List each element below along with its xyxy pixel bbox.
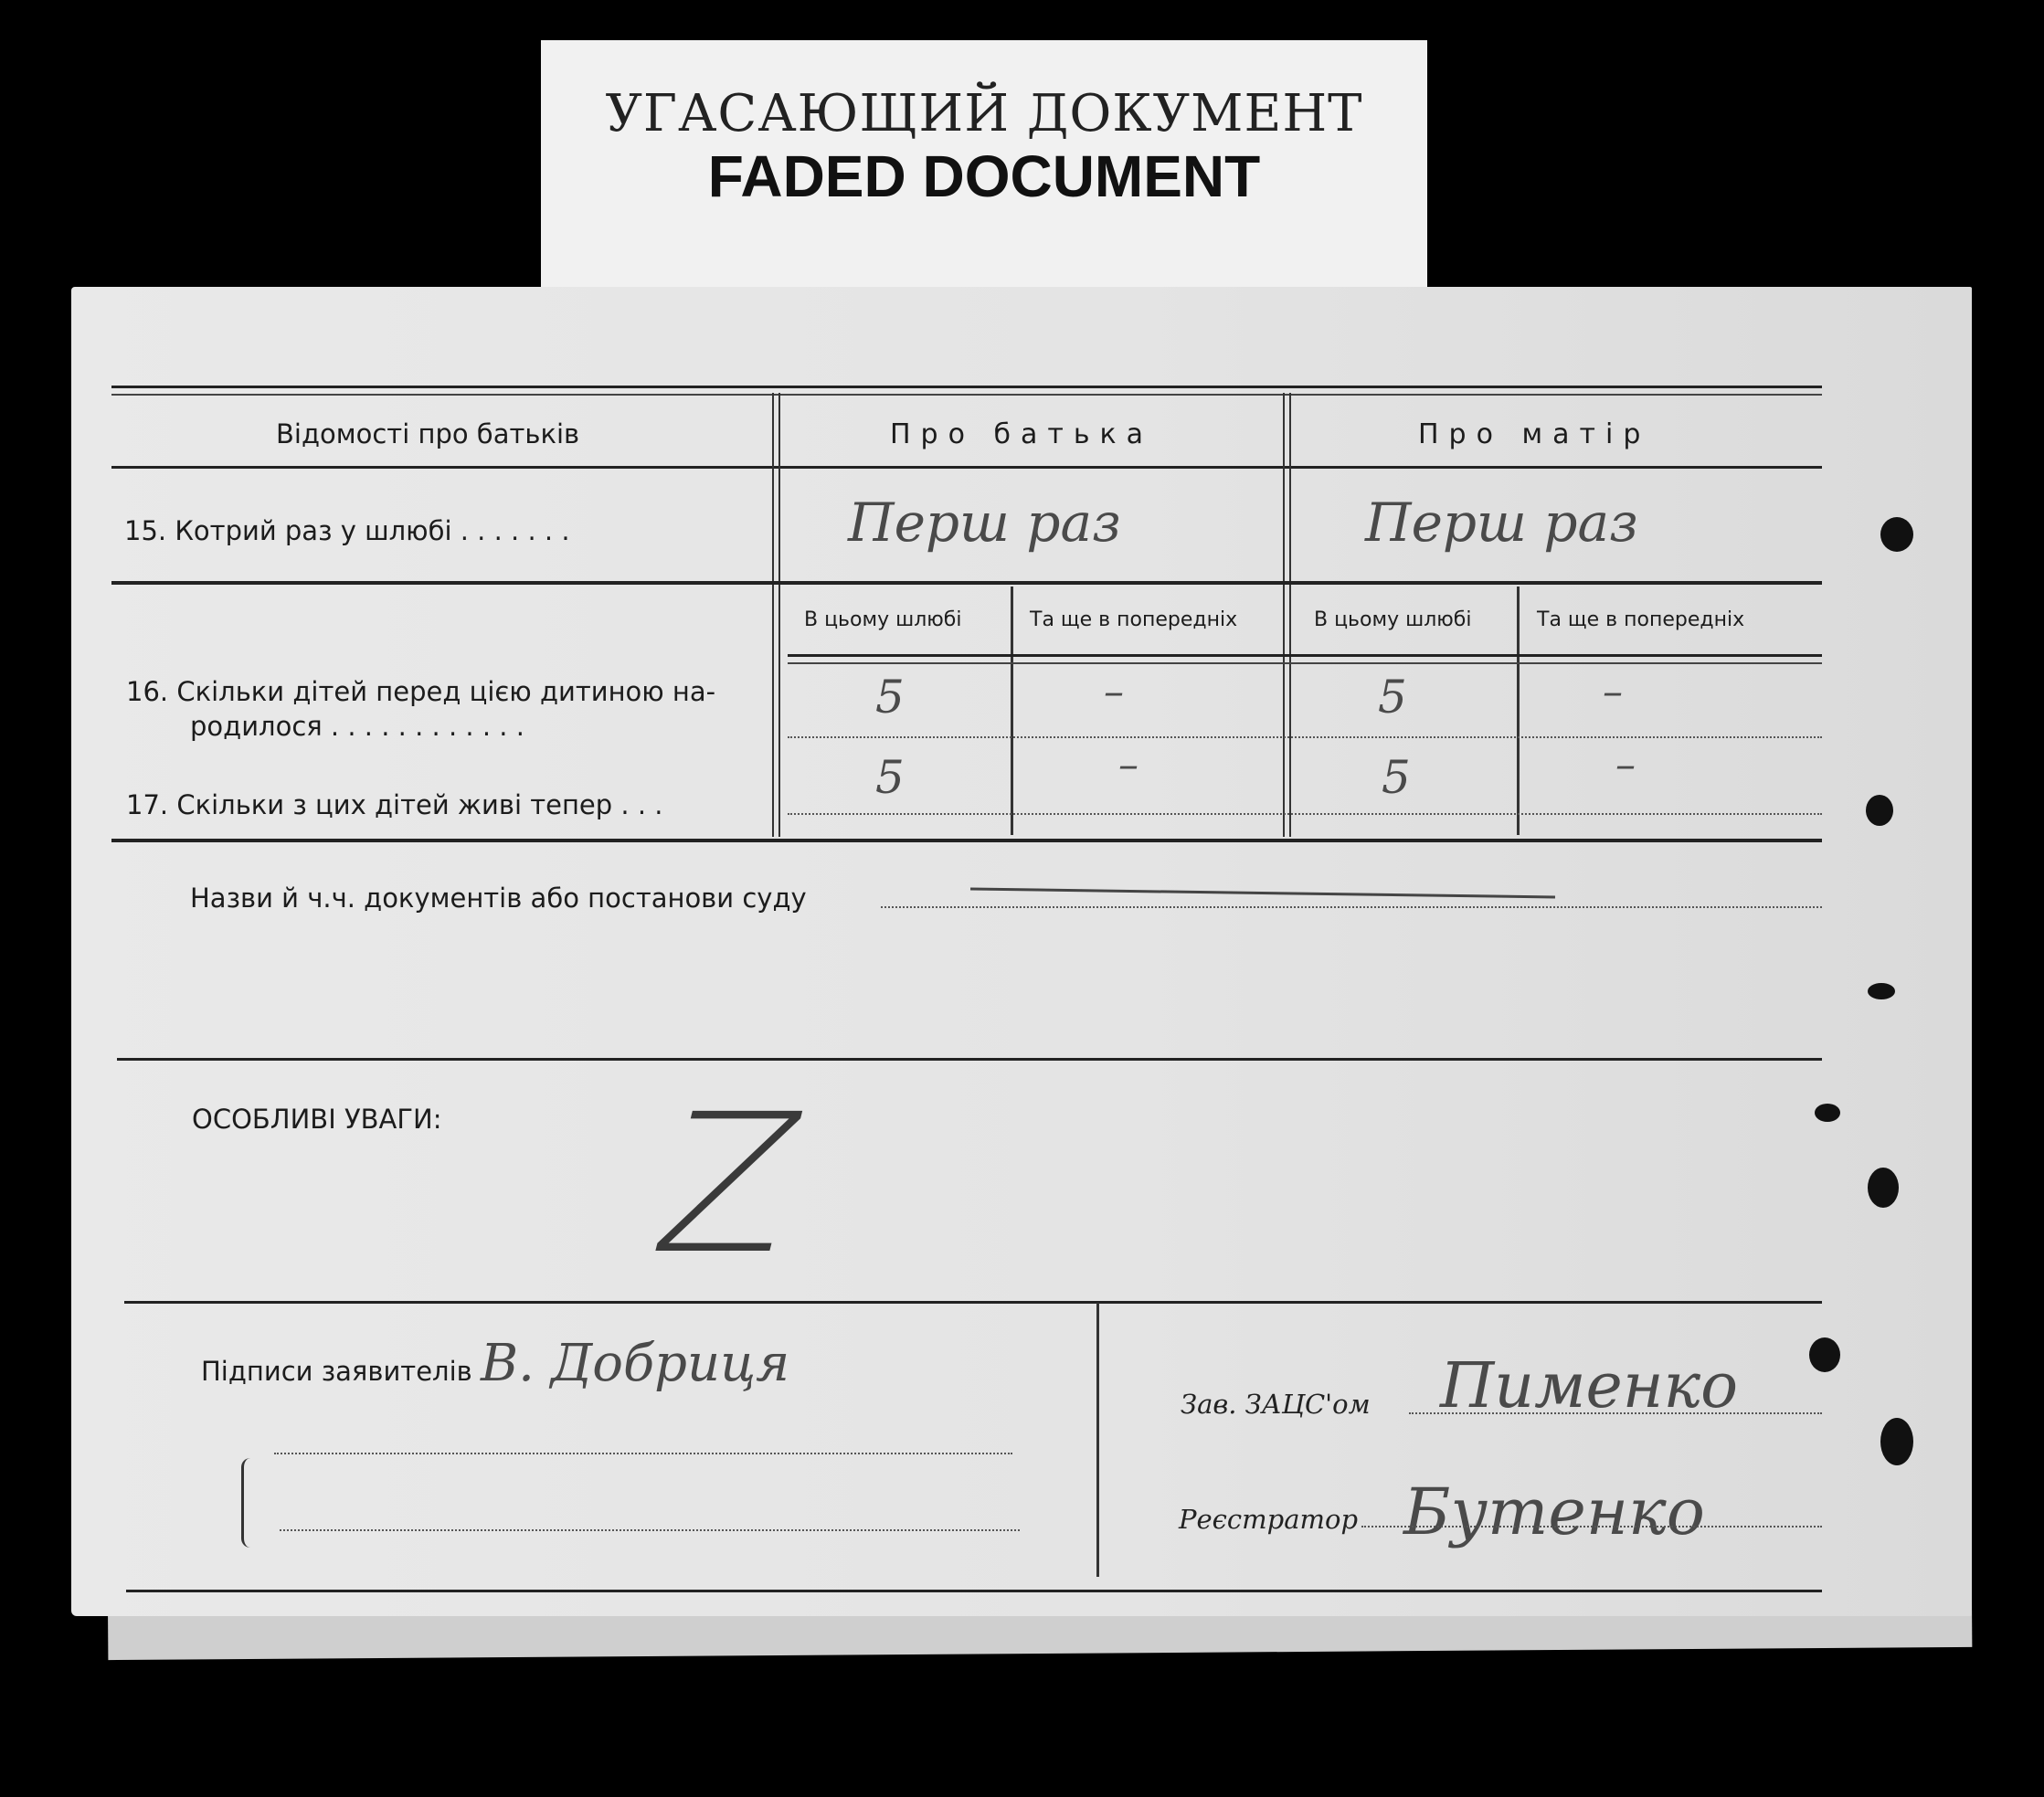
- row17-father-prev: –: [1118, 742, 1138, 788]
- header-mother: Про матір: [1418, 418, 1651, 450]
- applicants-signature: В. Добриця: [481, 1334, 790, 1393]
- subheader-mother-this: В цьому шлюбі: [1314, 608, 1472, 631]
- documents-fill-line: [881, 906, 1822, 908]
- binding-hole: [1868, 983, 1895, 999]
- row15-label: 15. Котрий раз у шлюбі . . . . . . .: [124, 515, 570, 546]
- header-info: Відомості про батьків: [276, 418, 580, 449]
- document-sheet: [71, 287, 1972, 1616]
- row16-mother-this: 5: [1378, 671, 1407, 724]
- row16-values-rule: [788, 736, 1822, 738]
- row16-label-line2: родилося . . . . . . . . . . . .: [190, 711, 524, 742]
- applicants-line-2: [280, 1529, 1020, 1531]
- sheet-bottom-rule: [126, 1590, 1822, 1592]
- row16-label-line1: 16. Скільки дітей перед цією дитиною на-: [126, 676, 716, 707]
- row17-mother-this: 5: [1382, 751, 1411, 804]
- applicants-line-1: [274, 1453, 1012, 1454]
- subheader-father-this: В цьому шлюбі: [804, 608, 962, 631]
- header-bottom-rule: [111, 466, 1822, 469]
- faded-document-label-card: [541, 40, 1427, 291]
- binding-hole: [1809, 1337, 1840, 1372]
- subcol-divider-father: [1011, 587, 1013, 835]
- binding-hole: [1815, 1104, 1840, 1122]
- remarks-bottom-rule: [124, 1301, 1822, 1304]
- col-divider-1: [772, 393, 780, 837]
- row15-father-value: Перш раз: [848, 492, 1121, 554]
- col-divider-2: [1283, 393, 1291, 837]
- remarks-label: ОСОБЛИВІ УВАГИ:: [192, 1104, 442, 1135]
- remarks-handwriting: Z: [635, 1073, 823, 1296]
- subheader-father-prev: Та ще в попередніх: [1030, 608, 1238, 631]
- head-label: Зав. ЗАЦС'ом: [1181, 1389, 1371, 1420]
- row17-father-this: 5: [875, 751, 905, 804]
- row17-values-rule: [788, 813, 1822, 815]
- row15-bottom-rule: [111, 581, 1822, 585]
- row16-father-this: 5: [875, 671, 905, 724]
- applicants-bracket: [241, 1458, 253, 1548]
- subheader-mother-prev: Та ще в попередніх: [1537, 608, 1745, 631]
- row16-father-prev: –: [1104, 669, 1124, 715]
- head-signature-line: [1409, 1412, 1822, 1414]
- registrar-signature: Бутенко: [1403, 1475, 1705, 1549]
- label-ukrainian: УГАСАЮЩИЙ ДОКУМЕНТ: [605, 84, 1363, 143]
- binding-hole: [1880, 1418, 1913, 1465]
- header-father: Про батька: [890, 418, 1154, 450]
- binding-hole: [1880, 517, 1913, 552]
- row16-mother-prev: –: [1603, 669, 1623, 715]
- header-top-rule: [111, 386, 1822, 396]
- registrar-label: Реєстратор: [1179, 1504, 1359, 1535]
- signature-divider: [1096, 1303, 1099, 1577]
- binding-hole: [1866, 795, 1893, 826]
- row17-mother-prev: –: [1615, 742, 1636, 788]
- binding-hole: [1868, 1168, 1899, 1208]
- documents-label: Назви й ч.ч. документів або постанови суду: [190, 883, 807, 914]
- row17-label: 17. Скільки з цих дітей живі тепер . . .: [126, 789, 663, 820]
- documents-bottom-rule: [117, 1058, 1822, 1061]
- row15-mother-value: Перш раз: [1365, 492, 1638, 554]
- head-signature: Пименко: [1440, 1350, 1739, 1422]
- subheader-bottom-rule: [788, 654, 1822, 664]
- subcol-divider-mother: [1517, 587, 1520, 835]
- registrar-signature-line: [1361, 1526, 1822, 1527]
- applicants-label: Підписи заявителів: [201, 1356, 472, 1387]
- table-bottom-rule: [111, 839, 1822, 842]
- label-english: FADED DOCUMENT: [707, 143, 1261, 209]
- documents-dash-stroke: [970, 888, 1555, 899]
